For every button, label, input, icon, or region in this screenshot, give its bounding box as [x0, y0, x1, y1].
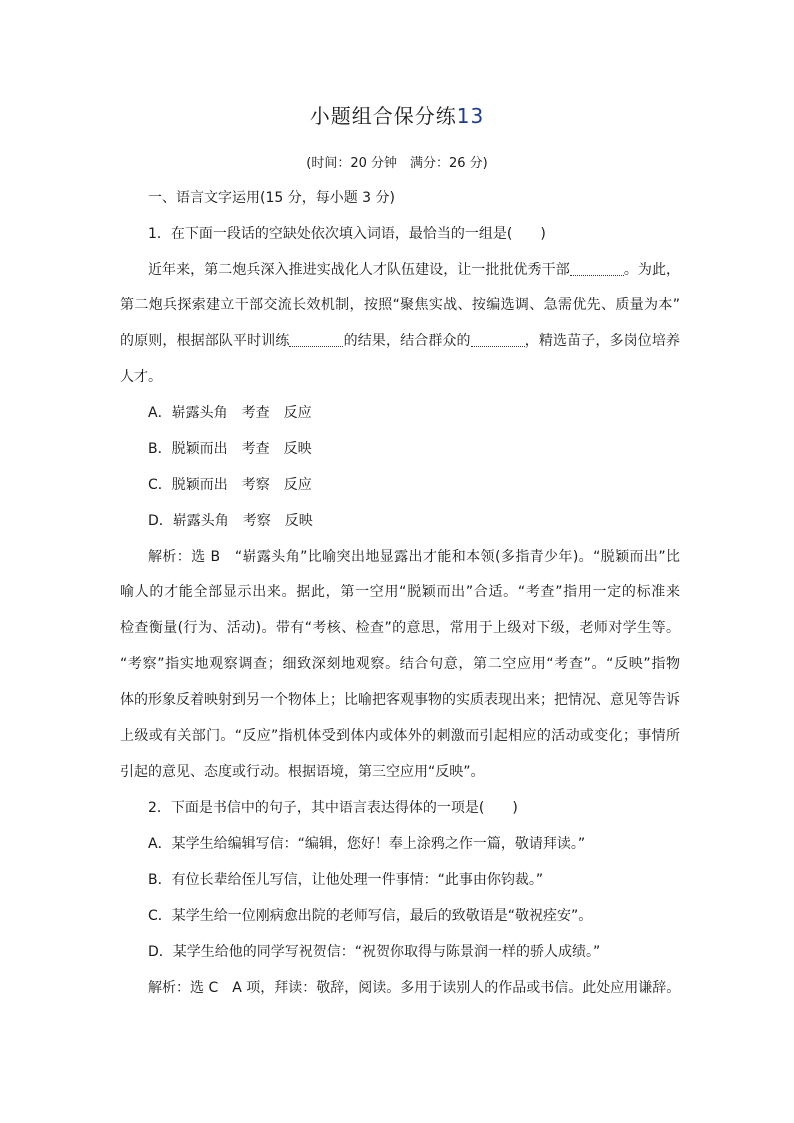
blank-3: [471, 332, 525, 347]
q2-analysis-line-1: 解析：选 C A 项，拜读：敬辞，阅读。多用于读别人的作品或书信。此处应用谦辞。: [148, 980, 681, 996]
title-text: 小题组合保分练: [309, 104, 457, 128]
q1-analysis-line-5: 体的形象反着映射到另一个物体上；比喻把客观事物的实质表现出来；把情况、意见等告诉: [120, 692, 680, 708]
q1-option-c: C．脱颖而出 考察 反应: [148, 477, 312, 493]
title-number: 13: [456, 104, 485, 128]
q1-option-d: D．崭露头角 考察 反映: [148, 513, 313, 529]
question-2-stem: 2．下面是书信中的句子，其中语言表达得体的一项是( ): [148, 800, 518, 816]
q2-option-b: B．有位长辈给侄儿写信，让他处理一件事情：“此事由你钧裁。”: [148, 872, 544, 888]
question-1-stem: 1．在下面一段话的空缺处依次填入词语，最恰当的一组是( ): [148, 226, 546, 242]
passage-line-3: 的原则，根据部队平时训练 的结果，结合群众的 ，精选苗子，多岗位培养: [120, 333, 681, 349]
q1-analysis-line-7: 引起的意见、态度或行动。根据语境，第三空应用“反映”。: [120, 764, 485, 780]
page-title: [0, 100, 794, 129]
q1-option-b: B．脱颖而出 考查 反映: [148, 441, 312, 457]
section-heading: 一、语言文字运用(15 分，每小题 3 分): [148, 190, 395, 206]
q1-analysis-line-2: 喻人的才能全部显示出来。据此，第一空用“脱颖而出”合适。“考查”指用一定的标准来: [120, 584, 680, 600]
q1-analysis-line-6: 上级或有关部门。“反应”指机体受到体内或体外的刺激而引起相应的活动或变化；事情所: [120, 728, 680, 744]
q1-option-a: A．崭露头角 考查 反应: [148, 405, 312, 421]
q2-option-c: C．某学生给一位刚病愈出院的老师写信，最后的致敬语是“敬祝痊安”。: [148, 908, 593, 924]
passage-line-1: 近年来，第二炮兵深入推进实战化人才队伍建设，让一批批优秀干部 。为此，: [148, 262, 681, 278]
blank-1: [570, 261, 624, 276]
q1-analysis-line-4: “考察”指实地观察调查；细致深刻地观察。结合句意，第二空应用“考查”。“反映”指物: [120, 656, 680, 672]
exam-time-score: (时间：20 分钟 满分：26 分): [306, 156, 488, 171]
passage-line-4: 人才。: [120, 369, 162, 385]
blank-2: [289, 332, 343, 347]
q2-option-a: A．某学生给编辑写信：“编辑，您好！奉上涂鸦之作一篇，敬请拜读。”: [148, 836, 586, 852]
q2-option-d: D．某学生给他的同学写祝贺信：“祝贺你取得与陈景润一样的骄人成绩。”: [148, 944, 601, 960]
q1-analysis-line-3: 检查衡量(行为、活动)。带有“考核、检查”的意思，常用于上级对下级，老师对学生等。: [120, 620, 680, 636]
q1-analysis-line-1: 解析：选 B “崭露头角”比喻突出地显露出才能和本领(多指青少年)。“脱颖而出”比: [148, 549, 680, 565]
passage-line-2: 第二炮兵探索建立干部交流长效机制，按照“聚焦实战、按编选调、急需优先、质量为本”: [120, 297, 680, 313]
